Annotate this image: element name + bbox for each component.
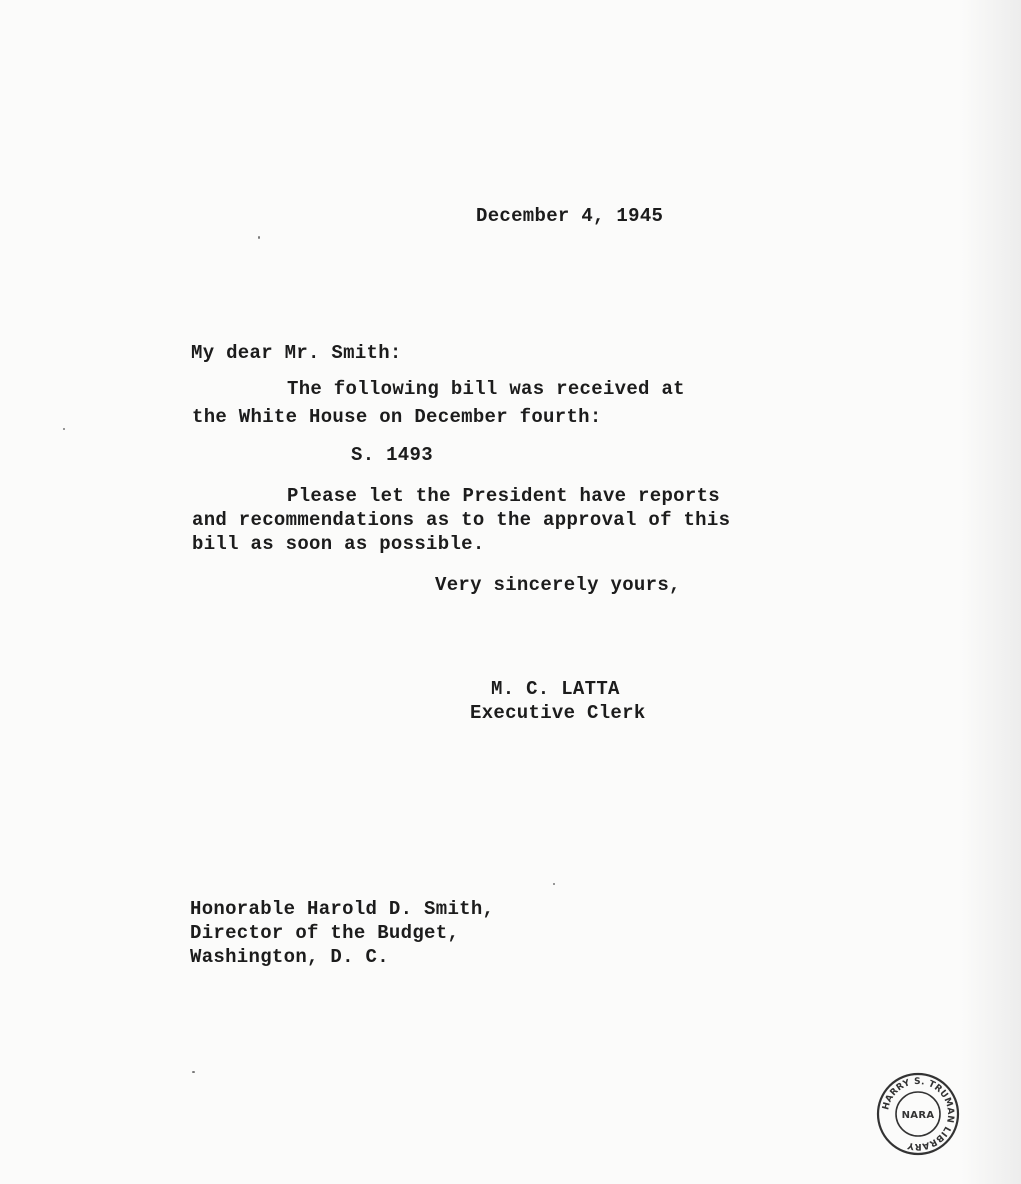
- closing: Very sincerely yours,: [435, 574, 681, 596]
- scan-speck: [63, 428, 65, 430]
- body-paragraph-1-line-2: the White House on December fourth:: [192, 406, 602, 428]
- scan-speck: [192, 1071, 195, 1073]
- letter-date: December 4, 1945: [476, 205, 664, 227]
- salutation: My dear Mr. Smith:: [191, 342, 402, 364]
- body-paragraph-2-line-2: and recommendations as to the approval of this: [192, 509, 731, 531]
- body-paragraph-1-line-1: The following bill was received at: [287, 378, 685, 400]
- signer-name: M. C. LATTA: [491, 678, 620, 700]
- body-paragraph-2-line-3: bill as soon as possible.: [192, 533, 485, 555]
- body-paragraph-2-line-1: Please let the President have reports: [287, 485, 720, 507]
- svg-text:NARA: NARA: [901, 1110, 935, 1121]
- scan-speck: [258, 236, 260, 239]
- svg-text:HARRY S. TRUMAN LIBRARY: HARRY S. TRUMAN LIBRARY: [881, 1076, 956, 1152]
- recipient-address-line-1: Honorable Harold D. Smith,: [190, 898, 495, 920]
- bill-number: S. 1493: [351, 444, 433, 466]
- recipient-address-line-3: Washington, D. C.: [190, 946, 389, 968]
- archive-seal-icon: [876, 1072, 960, 1156]
- signer-title: Executive Clerk: [470, 702, 646, 724]
- recipient-address-line-2: Director of the Budget,: [190, 922, 460, 944]
- scan-speck: [553, 883, 555, 885]
